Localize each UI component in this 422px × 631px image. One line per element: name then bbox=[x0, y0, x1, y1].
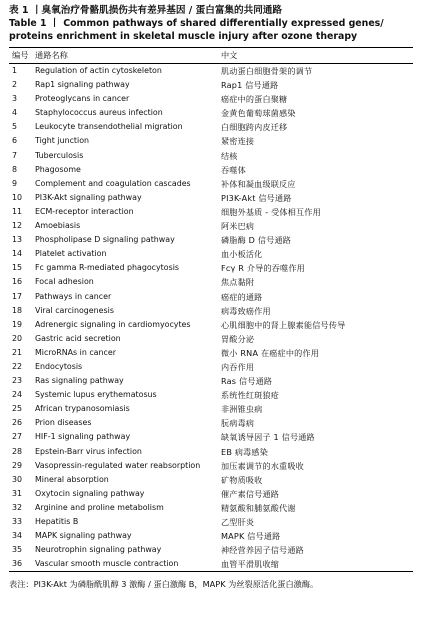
row-number: 11 bbox=[12, 206, 23, 216]
row-chinese-name: Ras 信号通路 bbox=[221, 376, 273, 387]
row-pathway-name: Hepatitis B bbox=[35, 517, 79, 526]
row-pathway-name: Endocytosis bbox=[35, 361, 83, 371]
row-pathway-name: Systemic lupus erythematosus bbox=[35, 390, 157, 400]
row-chinese-name: 胃酸分泌 bbox=[221, 333, 255, 344]
table-row bbox=[9, 318, 413, 332]
row-chinese-name: 心肌细胞中的肾上腺素能信号传导 bbox=[221, 319, 346, 330]
table-row bbox=[9, 360, 413, 374]
row-pathway-name: MAPK signaling pathway bbox=[35, 531, 132, 541]
row-chinese-name: 内吞作用 bbox=[221, 361, 255, 372]
row-pathway-name: Tuberculosis bbox=[35, 150, 84, 160]
row-number: 4 bbox=[12, 108, 18, 118]
row-pathway-name: Epstein-Barr virus infection bbox=[35, 446, 142, 456]
row-chinese-name: 催产素信号通路 bbox=[221, 488, 280, 499]
row-number: 5 bbox=[12, 122, 18, 132]
table-caption-en-title: Common pathways of shared differentially expressed genes/ proteins enrichment in skeletal muscle injury after ozone therapy bbox=[9, 18, 384, 42]
row-pathway-name: Pathways in cancer bbox=[35, 291, 112, 301]
row-chinese-name: 金黄色葡萄球菌感染 bbox=[221, 108, 296, 119]
table-row bbox=[9, 92, 413, 106]
row-pathway-name: Prion diseases bbox=[35, 418, 92, 428]
row-pathway-name: Staphylococcus aureus infection bbox=[35, 108, 163, 118]
table-row bbox=[9, 557, 413, 572]
row-pathway-name: Mineral absorption bbox=[35, 474, 109, 484]
table-row bbox=[9, 275, 413, 289]
table-row bbox=[9, 445, 413, 459]
row-chinese-name: 血管平滑肌收缩 bbox=[221, 559, 280, 570]
row-number: 8 bbox=[12, 164, 18, 174]
row-pathway-name: Tight junction bbox=[35, 136, 90, 146]
row-number: 9 bbox=[12, 178, 18, 188]
row-chinese-name: 加压素调节的水重吸收 bbox=[221, 460, 304, 471]
table-row bbox=[9, 459, 413, 473]
table-caption-en bbox=[9, 18, 414, 43]
row-number: 7 bbox=[12, 150, 18, 160]
row-pathway-name: Oxytocin signaling pathway bbox=[35, 488, 145, 498]
table-row bbox=[9, 487, 413, 501]
table-header-row bbox=[9, 48, 413, 64]
table-row bbox=[9, 346, 413, 360]
row-number: 19 bbox=[12, 319, 23, 329]
row-chinese-name: 神经营养因子信号通路 bbox=[221, 545, 304, 556]
row-pathway-name: Phospholipase D signaling pathway bbox=[35, 235, 175, 245]
table-row bbox=[9, 332, 413, 346]
table-row bbox=[9, 416, 413, 430]
row-pathway-name: Ras signaling pathway bbox=[35, 376, 124, 386]
row-number: 12 bbox=[12, 221, 23, 231]
row-chinese-name: 癌症中的蛋白聚糖 bbox=[221, 94, 288, 105]
table-row bbox=[9, 529, 413, 543]
row-pathway-name: Phagosome bbox=[35, 164, 81, 174]
row-pathway-name: Platelet activation bbox=[35, 249, 107, 259]
row-pathway-name: Proteoglycans in cancer bbox=[35, 94, 130, 104]
table-row bbox=[9, 374, 413, 388]
table-row bbox=[9, 106, 413, 120]
row-pathway-name: Complement and coagulation cascades bbox=[35, 178, 191, 188]
row-chinese-name: Rap1 信号通路 bbox=[221, 80, 279, 91]
table-row bbox=[9, 233, 413, 247]
row-chinese-name: 矿物质吸收 bbox=[221, 474, 263, 485]
row-pathway-name: Vascular smooth muscle contraction bbox=[35, 559, 179, 569]
table-row bbox=[9, 78, 413, 92]
header-number: 编号 bbox=[12, 50, 29, 60]
table-row bbox=[9, 304, 413, 318]
table-row bbox=[9, 134, 413, 148]
row-pathway-name: ECM-receptor interaction bbox=[35, 206, 134, 216]
row-number: 25 bbox=[12, 404, 23, 414]
row-pathway-name: Fc gamma R-mediated phagocytosis bbox=[35, 263, 180, 273]
row-number: 27 bbox=[12, 432, 23, 442]
row-pathway-name: Amoebiasis bbox=[35, 221, 81, 231]
row-number: 30 bbox=[12, 474, 23, 484]
row-number: 18 bbox=[12, 305, 23, 315]
row-pathway-name: Leukocyte transendothelial migration bbox=[35, 122, 183, 132]
row-number: 31 bbox=[12, 488, 23, 498]
row-number: 35 bbox=[12, 545, 23, 555]
row-chinese-name: 补体和凝血级联反应 bbox=[221, 178, 296, 189]
row-chinese-name: 白细胞跨内皮迁移 bbox=[221, 122, 288, 133]
row-chinese-name: 阿米巴病 bbox=[221, 221, 255, 232]
table-row bbox=[9, 290, 413, 304]
table-row bbox=[9, 177, 413, 191]
row-pathway-name: Gastric acid secretion bbox=[35, 333, 121, 343]
row-pathway-name: Regulation of actin cytoskeleton bbox=[35, 66, 162, 75]
row-number: 32 bbox=[12, 502, 23, 512]
row-number: 33 bbox=[12, 517, 23, 526]
row-number: 1 bbox=[12, 66, 18, 75]
row-chinese-name: Fcγ R 介导的吞噬作用 bbox=[221, 263, 305, 274]
row-chinese-name: 精氨酸和脯氨酸代谢 bbox=[221, 502, 296, 513]
row-chinese-name: 焦点黏附 bbox=[221, 277, 255, 288]
row-number: 3 bbox=[12, 94, 18, 104]
row-number: 36 bbox=[12, 559, 23, 569]
row-number: 26 bbox=[12, 418, 23, 428]
table-row bbox=[9, 163, 413, 177]
row-chinese-name: PI3K-Akt 信号通路 bbox=[221, 192, 292, 203]
table-row bbox=[9, 501, 413, 515]
row-pathway-name: MicroRNAs in cancer bbox=[35, 347, 116, 357]
row-chinese-name: 紧密连接 bbox=[221, 136, 255, 147]
row-number: 28 bbox=[12, 446, 23, 456]
row-chinese-name: 朊病毒病 bbox=[221, 418, 255, 429]
row-chinese-name: 磷脂酶 D 信号通路 bbox=[221, 235, 292, 246]
row-number: 10 bbox=[12, 192, 23, 202]
pathway-table bbox=[9, 47, 413, 572]
row-pathway-name: HIF-1 signaling pathway bbox=[35, 432, 131, 442]
table-row bbox=[9, 515, 413, 529]
row-chinese-name: 系统性红斑狼疮 bbox=[221, 390, 280, 401]
row-number: 17 bbox=[12, 291, 23, 301]
row-number: 23 bbox=[12, 376, 23, 386]
table-row bbox=[9, 64, 413, 79]
table-caption-cn: 表 1 丨臭氧治疗骨骼肌损伤共有差异基因 / 蛋白富集的共同通路 bbox=[9, 5, 282, 16]
row-pathway-name: African trypanosomiasis bbox=[35, 404, 130, 414]
row-number: 34 bbox=[12, 531, 23, 541]
row-pathway-name: Focal adhesion bbox=[35, 277, 94, 287]
table-row bbox=[9, 247, 413, 261]
table-row bbox=[9, 205, 413, 219]
table-row bbox=[9, 120, 413, 134]
row-pathway-name: Neurotrophin signaling pathway bbox=[35, 545, 162, 555]
row-number: 22 bbox=[12, 361, 23, 371]
row-number: 16 bbox=[12, 277, 23, 287]
row-pathway-name: Adrenergic signaling in cardiomyocytes bbox=[35, 319, 191, 329]
row-chinese-name: 细胞外基质 - 受体相互作用 bbox=[221, 206, 321, 217]
row-number: 15 bbox=[12, 263, 23, 273]
row-chinese-name: 结核 bbox=[221, 150, 238, 161]
table-row bbox=[9, 402, 413, 416]
table-row bbox=[9, 543, 413, 557]
row-chinese-name: 微小 RNA 在癌症中的作用 bbox=[221, 347, 320, 358]
row-number: 14 bbox=[12, 249, 23, 259]
row-chinese-name: 乙型肝炎 bbox=[221, 517, 255, 527]
table-row bbox=[9, 473, 413, 487]
row-chinese-name: 非洲锥虫病 bbox=[221, 404, 263, 415]
table-row bbox=[9, 430, 413, 444]
row-pathway-name: Vasopressin-regulated water reabsorption bbox=[35, 460, 201, 470]
table-row bbox=[9, 219, 413, 233]
table-note: 表注：PI3K-Akt 为磷脂酰肌醇 3 激酶 / 蛋白激酶 B，MAPK 为丝裂原活化蛋白激酶。 bbox=[9, 579, 319, 590]
header-pathway-name: 通路名称 bbox=[35, 50, 68, 60]
row-chinese-name: EB 病毒感染 bbox=[221, 446, 269, 457]
row-pathway-name: Viral carcinogenesis bbox=[35, 305, 114, 315]
row-chinese-name: 癌症的通路 bbox=[221, 291, 263, 302]
row-pathway-name: Rap1 signaling pathway bbox=[35, 80, 130, 90]
row-number: 20 bbox=[12, 333, 23, 343]
row-chinese-name: 病毒致癌作用 bbox=[221, 305, 271, 316]
row-number: 2 bbox=[12, 80, 18, 90]
row-chinese-name: 血小板活化 bbox=[221, 249, 263, 260]
header-chinese: 中文 bbox=[221, 50, 238, 60]
table-row bbox=[9, 191, 413, 205]
row-chinese-name: MAPK 信号通路 bbox=[221, 531, 281, 542]
row-pathway-name: Arginine and proline metabolism bbox=[35, 502, 164, 512]
table-row bbox=[9, 261, 413, 275]
row-number: 29 bbox=[12, 460, 23, 470]
table-row bbox=[9, 388, 413, 402]
row-number: 24 bbox=[12, 390, 23, 400]
row-number: 6 bbox=[12, 136, 18, 146]
row-pathway-name: PI3K-Akt signaling pathway bbox=[35, 192, 142, 202]
row-number: 21 bbox=[12, 347, 23, 357]
row-chinese-name: 吞噬体 bbox=[221, 164, 246, 175]
row-chinese-name: 肌动蛋白细胞骨架的调节 bbox=[221, 66, 313, 76]
row-chinese-name: 缺氧诱导因子 1 信号通路 bbox=[221, 432, 315, 443]
table-caption-en-lead: Table 1 丨 bbox=[9, 18, 60, 29]
table-row bbox=[9, 149, 413, 163]
table-body bbox=[9, 64, 413, 572]
row-number: 13 bbox=[12, 235, 23, 245]
